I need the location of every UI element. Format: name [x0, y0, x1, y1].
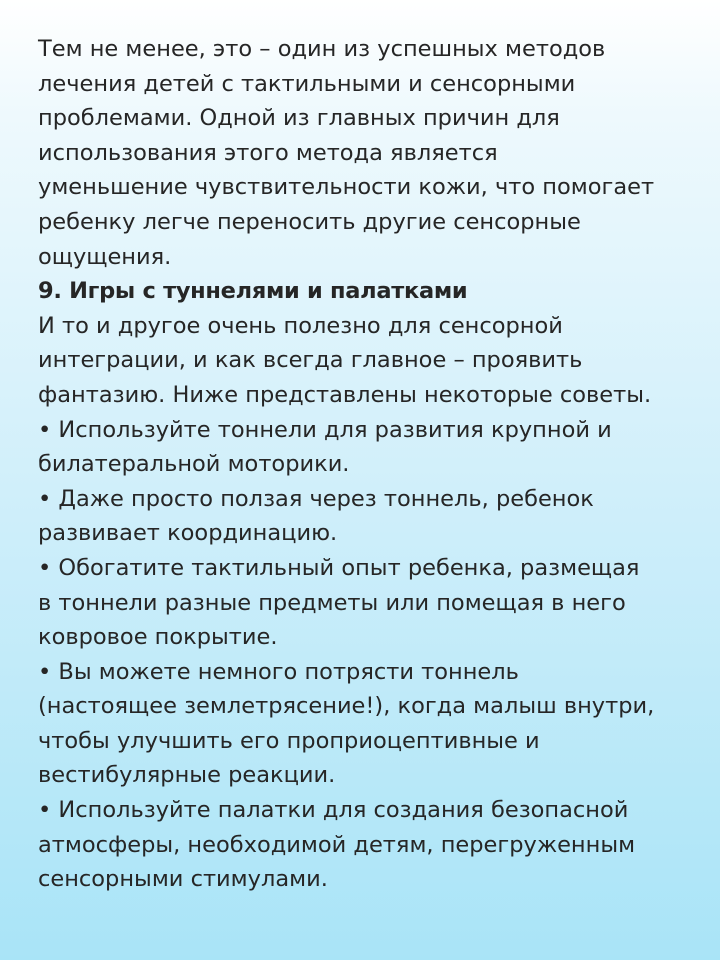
bullet-item: • Обогатите тактильный опыт ребенка, размещая в тоннели разные предметы или помещая в него ковровое покрытие.	[38, 554, 640, 651]
bullet-item: • Даже просто ползая через тоннель, ребенок развивает координацию.	[38, 485, 594, 547]
bullet-item: • Вы можете немного потрясти тоннель (настоящее землетрясение!), когда малыш внутри, чтобы улучшить его проприоцептивные и вестибулярные реакции.	[38, 658, 655, 789]
bullet-item: • Используйте тоннели для развития крупной и билатеральной моторики.	[38, 416, 612, 478]
bullet-item: • Используйте палатки для создания безопасной атмосферы, необходимой детям, перегруженным сенсорными стимулами.	[38, 797, 636, 893]
section-heading: 9. Игры с туннелями и палатками	[38, 278, 468, 305]
section-intro: И то и другое очень полезно для сенсорной интеграции, и как всегда главное – проявить фантазию. Ниже представлены некоторые советы.	[38, 312, 652, 408]
slide-text	[38, 32, 702, 897]
intro-paragraph: Тем не менее, это – один из успешных методов лечения детей с тактильными и сенсорными проблемами. Одной из главных причин для использования этого метода является уменьшение чувствительности кожи, что помогает ребенку легче переносить другие сенсорные ощущения.	[38, 36, 655, 270]
